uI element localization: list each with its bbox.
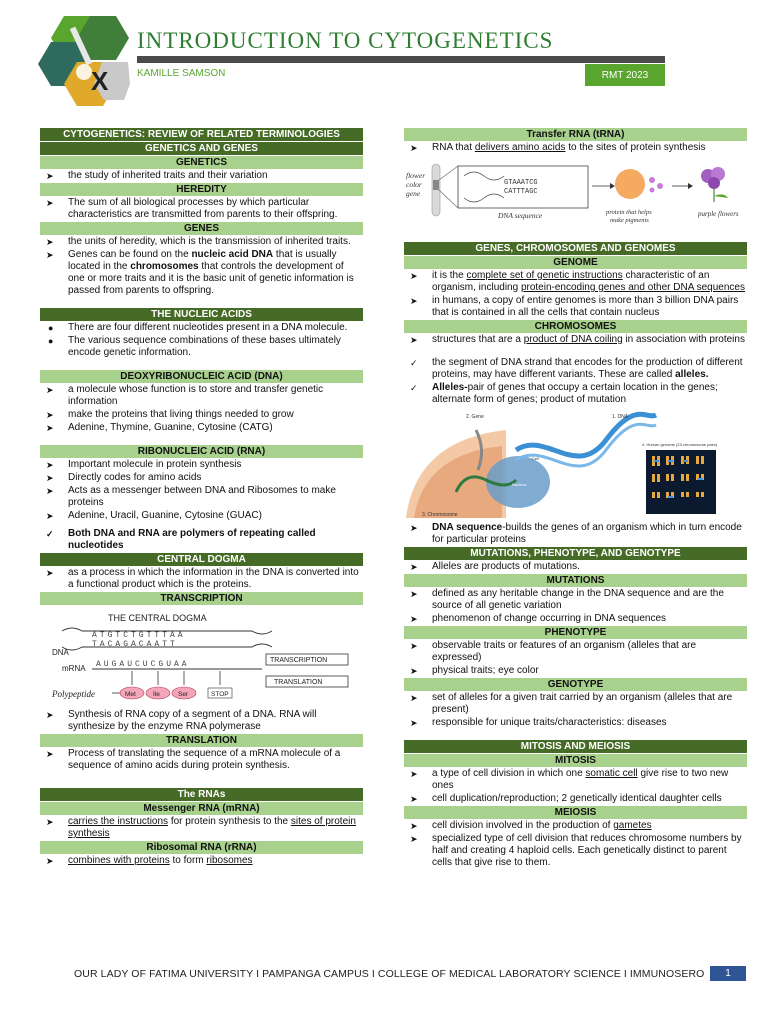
- mrna-label: mRNA: [61, 664, 86, 673]
- gene-to-trait-diagram: [406, 158, 746, 228]
- arrow-bullet-icon: ➤: [46, 250, 54, 260]
- diagram-label: flower: [405, 171, 425, 180]
- list-item: ➤ it is the complete set of genetic instructions characteristic of an organism, including protein-encoding genes and other DNA sequences: [410, 270, 745, 293]
- arrow-bullet-icon: ➤: [46, 171, 54, 181]
- list-item: ➤ Adenine, Thymine, Guanine, Cytosine (CATG): [46, 422, 273, 433]
- diagram-label: color: [405, 180, 422, 189]
- list-item: ➤ carries the instructions for protein synthesis to the sites of protein synthesis: [46, 816, 356, 839]
- arrow-bullet-icon: ➤: [46, 856, 54, 866]
- subsection-header: RIBONUCLEIC ACID (RNA): [40, 445, 363, 458]
- list-item: ➤ RNA that delivers amino acids to the sites of protein synthesis: [410, 142, 706, 153]
- mrna-codons: AUGAUCUCGUAA: [95, 660, 190, 669]
- arrow-bullet-icon: ➤: [410, 821, 418, 831]
- section-header: CYTOGENETICS: REVIEW OF RELATED TERMINOLOGIES: [40, 128, 363, 141]
- amino-acid-label: STOP: [210, 691, 229, 698]
- subsection-header: GENOME: [404, 256, 747, 269]
- arrow-bullet-icon: ➤: [46, 198, 54, 208]
- subsection-header: Messenger RNA (mRNA): [40, 802, 363, 815]
- list-item: ➤ Synthesis of RNA copy of a segment of a DNA. RNA will synthesize by the enzyme RNA polymerase: [46, 709, 317, 732]
- diagram-label: 1. DNA: [611, 414, 628, 420]
- dna-top-strand: ATGTCTGTTTAA: [91, 631, 186, 640]
- polypeptide-label: Polypeptide: [51, 689, 95, 699]
- right-column: [404, 128, 747, 870]
- subsection-header: GENES: [40, 222, 363, 235]
- list-item: ➤ a type of cell division in which one somatic cell give rise to two new ones: [410, 768, 729, 791]
- page-title: INTRODUCTION TO CYTOGENETICS: [137, 28, 554, 53]
- arrow-bullet-icon: ➤: [410, 641, 418, 651]
- arrow-bullet-icon: ➤: [46, 473, 54, 483]
- arrow-bullet-icon: ➤: [46, 237, 54, 247]
- subsection-header: TRANSCRIPTION: [40, 592, 363, 605]
- list-item: ➤ The sum of all biological processes by which particular characteristics are transmitted from parents to their offspring.: [46, 197, 338, 220]
- subsection-header: MITOSIS: [404, 754, 747, 767]
- list-item: ➤ in humans, a copy of entire genomes is more than 3 billion DNA pairs that is contained in all the cells that contain nucleus: [410, 295, 739, 318]
- amino-acid-label: Met: [124, 691, 136, 698]
- arrow-bullet-icon: ➤: [410, 718, 418, 728]
- dot-bullet-icon: ●: [48, 323, 54, 333]
- arrow-bullet-icon: ➤: [46, 749, 54, 759]
- list-item: ✓ Alleles-pair of genes that occupy a certain location in the genes; alternate form of genes; product of mutation: [410, 382, 718, 405]
- arrow-bullet-icon: ➤: [46, 460, 54, 470]
- check-bullet-icon: ✓: [410, 358, 418, 368]
- list-item: ➤ responsible for unique traits/characteristics: diseases: [410, 717, 667, 728]
- arrow-bullet-icon: ➤: [410, 769, 418, 779]
- page-footer: OUR LADY OF FATIMA UNIVERSITY I PAMPANGA CAMPUS I COLLEGE OF MEDICAL LABORATORY SCIENCE I IMMUNOSERO: [74, 968, 705, 980]
- list-item: ➤ observable traits or features of an organism (alleles that are expressed): [410, 640, 697, 663]
- transcription-box: TRANSCRIPTION: [269, 657, 327, 664]
- list-item: ➤ Adenine, Uracil, Guanine, Cytosine (GUAC): [46, 510, 262, 521]
- list-item: ➤ phenomenon of change occurring in DNA sequences: [410, 613, 667, 624]
- arrow-bullet-icon: ➤: [410, 794, 418, 804]
- diagram-caption: purple flowers: [697, 210, 739, 218]
- subsection-header: MUTATIONS: [404, 574, 747, 587]
- diagram-label: 3. Chromosome: [421, 512, 458, 518]
- section-header: MITOSIS AND MEIOSIS: [404, 740, 747, 753]
- section-header: MUTATIONS, PHENOTYPE, AND GENOTYPE: [404, 547, 747, 560]
- subsection-header: MEIOSIS: [404, 806, 747, 819]
- check-bullet-icon: ✓: [46, 529, 54, 539]
- arrow-bullet-icon: ➤: [410, 834, 418, 844]
- list-item: ➤ Alleles are products of mutations.: [410, 561, 580, 572]
- amino-acid-label: Ser: [177, 691, 188, 698]
- dna-sequence-bottom: CATTTAGC: [503, 188, 538, 196]
- left-column: [40, 128, 363, 868]
- list-item: ➤ a molecule whose function is to store and transfer genetic information: [46, 384, 324, 407]
- arrow-bullet-icon: ➤: [410, 523, 418, 533]
- amino-acid-label: Ile: [152, 691, 160, 698]
- subsection-header: GENETICS: [40, 156, 363, 169]
- diagram-title: THE CENTRAL DOGMA: [107, 613, 207, 623]
- arrow-bullet-icon: ➤: [410, 693, 418, 703]
- list-item: ➤ set of alleles for a given trait carried by an organism (alleles that are present): [410, 692, 733, 715]
- list-item: ➤ the units of heredity, which is the transmission of inherited traits.: [46, 236, 351, 247]
- class-badge: RMT 2023: [585, 64, 665, 86]
- arrow-bullet-icon: ➤: [410, 589, 418, 599]
- central-dogma-diagram: [52, 609, 352, 705]
- list-item: ➤ cell division involved in the production of gametes: [410, 820, 652, 831]
- list-item: ➤ specialized type of cell division that reduces chromosome numbers by half and creating 4 haploid cells. Each genetically distinct to parent cells that give rise to them.: [410, 833, 742, 868]
- list-item: ✓ the segment of DNA strand that encodes for the production of different proteins, may have different variants. These are called alleles.: [410, 357, 743, 380]
- list-item: ➤ defined as any heritable change in the DNA sequence and are the source of all genetic variation: [410, 588, 724, 611]
- arrow-bullet-icon: ➤: [46, 486, 54, 496]
- logo-icon: [34, 12, 130, 108]
- dna-bottom-strand: TACAGACAATT: [91, 640, 178, 649]
- list-item: ➤ Directly codes for amino acids: [46, 472, 202, 483]
- subsection-header: DEOXYRIBONUCLEIC ACID (DNA): [40, 370, 363, 383]
- subsection-header: Transfer RNA (tRNA): [404, 128, 747, 141]
- list-item: ✓ Both DNA and RNA are polymers of repeating called nucleotides: [46, 528, 316, 551]
- arrow-bullet-icon: ➤: [410, 562, 418, 572]
- list-item: ● There are four different nucleotides present in a DNA molecule.: [48, 322, 348, 333]
- diagram-label: 4. Human genome (23 chromosome pairs): [641, 442, 717, 447]
- diagram-label: Cell: [531, 456, 539, 461]
- diagram-caption: make pigments: [609, 217, 649, 224]
- list-item: ➤ the study of inherited traits and their variation: [46, 170, 268, 181]
- arrow-bullet-icon: ➤: [46, 710, 54, 720]
- list-item: ➤ Genes can be found on the nucleic acid DNA that is usually located in the chromosomes that controls the development of one or more traits and it is the basic unit of genetic information is passed from parents to offspring.: [46, 249, 354, 296]
- check-bullet-icon: ✓: [410, 383, 418, 393]
- section-header: THE NUCLEIC ACIDS: [40, 308, 363, 321]
- subsection-header: HEREDITY: [40, 183, 363, 196]
- arrow-bullet-icon: ➤: [46, 410, 54, 420]
- section-header: GENETICS AND GENES: [40, 142, 363, 155]
- svg-text:X: X: [91, 66, 109, 96]
- arrow-bullet-icon: ➤: [46, 817, 54, 827]
- section-header: GENES, CHROMOSOMES AND GENOMES: [404, 242, 747, 255]
- list-item: ➤ physical traits; eye color: [410, 665, 539, 676]
- author-name: KAMILLE SAMSON: [137, 68, 226, 79]
- list-item: ➤ Acts as a messenger between DNA and Ribosomes to make proteins: [46, 485, 336, 508]
- dna-sequence-top: GTAAATCG: [503, 179, 538, 187]
- subsection-header: TRANSLATION: [40, 734, 363, 747]
- arrow-bullet-icon: ➤: [46, 423, 54, 433]
- arrow-bullet-icon: ➤: [410, 271, 418, 281]
- list-item: ➤ Process of translating the sequence of a mRNA molecule of a sequence of amino acids during protein synthesis.: [46, 748, 341, 771]
- list-item: ➤ as a process in which the information in the DNA is converted into a functional product which is the proteins.: [46, 567, 359, 590]
- subsection-header: PHENOTYPE: [404, 626, 747, 639]
- list-item: ➤ DNA sequence-builds the genes of an organism which in turn encode for particular proteins: [410, 522, 742, 545]
- subsection-header: CHROMOSOMES: [404, 320, 747, 333]
- dot-bullet-icon: ●: [48, 336, 54, 346]
- arrow-bullet-icon: ➤: [46, 511, 54, 521]
- arrow-bullet-icon: ➤: [46, 568, 54, 578]
- diagram-caption: protein that helps: [605, 209, 652, 216]
- diagram-label: gene: [405, 189, 420, 198]
- arrow-bullet-icon: ➤: [410, 666, 418, 676]
- chromosome-illustration: [406, 410, 746, 518]
- dna-label: DNA: [51, 648, 69, 657]
- list-item: ➤ structures that are a product of DNA coiling in association with proteins: [410, 334, 745, 345]
- arrow-bullet-icon: ➤: [410, 614, 418, 624]
- arrow-bullet-icon: ➤: [410, 296, 418, 306]
- diagram-label: 2. Gene: [465, 414, 484, 420]
- list-item: ➤ combines with proteins to form ribosomes: [46, 855, 253, 866]
- diagram-caption: DNA sequence: [497, 211, 542, 220]
- list-item: ➤ cell duplication/reproduction; 2 genetically identical daughter cells: [410, 793, 722, 804]
- subsection-header: GENOTYPE: [404, 678, 747, 691]
- page-number: 1: [710, 966, 746, 981]
- title-divider: [137, 56, 665, 63]
- arrow-bullet-icon: ➤: [410, 335, 418, 345]
- section-header: CENTRAL DOGMA: [40, 553, 363, 566]
- arrow-bullet-icon: ➤: [46, 385, 54, 395]
- list-item: ● The various sequence combinations of these bases ultimately encode genetic information.: [48, 335, 341, 358]
- diagram-label: Nucleus: [511, 482, 526, 487]
- list-item: ➤ make the proteins that living things needed to grow: [46, 409, 294, 420]
- list-item: ➤ Important molecule in protein synthesis: [46, 459, 242, 470]
- arrow-bullet-icon: ➤: [410, 143, 418, 153]
- translation-box: TRANSLATION: [273, 679, 322, 686]
- section-header: The RNAs: [40, 788, 363, 801]
- subsection-header: Ribosomal RNA (rRNA): [40, 841, 363, 854]
